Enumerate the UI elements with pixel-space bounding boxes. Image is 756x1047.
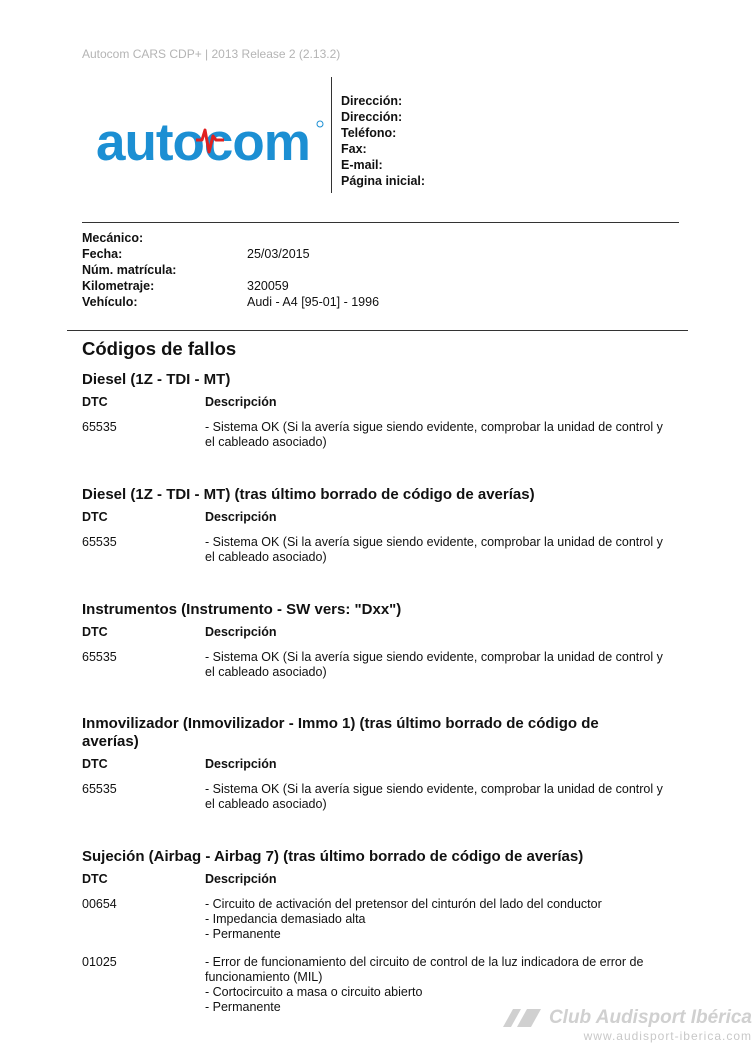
dtc-description: - Sistema OK (Si la avería sigue siendo evidente, comprobar la unidad de control y el cableado asociado) xyxy=(205,782,663,811)
section-title: Diesel (1Z - TDI - MT) (tras último borrado de código de averías) xyxy=(82,486,535,503)
contact-email: E-mail: xyxy=(341,158,383,172)
dtc-description: - Sistema OK (Si la avería sigue siendo evidente, comprobar la unidad de control y el cableado asociado) xyxy=(205,650,663,679)
fault-entry xyxy=(82,897,682,942)
contact-address-2: Dirección: xyxy=(341,110,403,124)
column-header: DTC Descripción xyxy=(82,757,277,771)
dtc-code: 65535 xyxy=(82,535,117,549)
column-header: DTC Descripción xyxy=(82,510,277,524)
fault-entry xyxy=(82,420,682,450)
fault-section-instruments xyxy=(82,601,682,680)
contact-homepage: Página inicial: xyxy=(341,174,426,188)
section-title: Sujeción (Airbag - Airbag 7) (tras último borrado de código de averías) xyxy=(82,848,584,865)
fault-entry xyxy=(82,955,682,1015)
fault-section-immobilizer xyxy=(82,715,663,812)
divider-top xyxy=(82,222,679,223)
fault-entry xyxy=(82,650,682,680)
logo-text: autocom xyxy=(96,113,310,170)
dtc-description: - Sistema OK (Si la avería sigue siendo evidente, comprobar la unidad de control y el cableado asociado) xyxy=(205,420,663,449)
fault-section-airbag xyxy=(82,848,682,1015)
header-divider xyxy=(331,77,332,193)
dtc-description: - Sistema OK (Si la avería sigue siendo evidente, comprobar la unidad de control y el cableado asociado) xyxy=(205,535,663,564)
fault-section-diesel-after-clear xyxy=(82,486,682,565)
dtc-code: 65535 xyxy=(82,650,117,664)
dtc-description: - Circuito de activación del pretensor del cinturón del lado del conductor - Impedancia demasiado alta - Permanente xyxy=(205,897,602,941)
watermark-name: Club Audisport Ibérica xyxy=(548,1007,752,1028)
contact-address-1: Dirección: xyxy=(341,94,403,108)
fault-entry xyxy=(82,535,682,565)
dtc-code: 00654 xyxy=(82,897,117,911)
column-header: DTC Descripción xyxy=(82,395,277,409)
dtc-description: - Error de funcionamiento del circuito de control de la luz indicadora de error de funcionamiento (MIL) - Cortocircuito a masa o circuito abierto - Permanente xyxy=(205,955,644,1014)
app-title: Autocom CARS CDP+ | 2013 Release 2 (2.13.2) xyxy=(82,47,341,61)
page-title: Códigos de fallos xyxy=(82,338,237,359)
autocom-logo xyxy=(96,110,326,170)
contact-block xyxy=(341,93,425,189)
dtc-code: 65535 xyxy=(82,782,117,796)
club-logo-icon xyxy=(499,1009,543,1027)
fault-entry xyxy=(82,782,663,812)
dtc-code: 01025 xyxy=(82,955,117,969)
column-header: DTC Descripción xyxy=(82,872,277,886)
contact-fax: Fax: xyxy=(341,142,367,156)
section-title: Instrumentos (Instrumento - SW vers: "Dxx") xyxy=(82,601,402,618)
contact-phone: Teléfono: xyxy=(341,126,397,140)
divider-bottom xyxy=(67,330,688,331)
dtc-code: 65535 xyxy=(82,420,117,434)
section-title: Diesel (1Z - TDI - MT) xyxy=(82,371,231,388)
watermark-url: www.audisport-iberica.com xyxy=(583,1029,752,1043)
watermark xyxy=(499,1007,752,1043)
fault-section-diesel xyxy=(82,371,682,450)
section-title: Inmovilizador (Inmovilizador - Immo 1) (tras último borrado de código de averías) xyxy=(82,715,599,750)
column-header: DTC Descripción xyxy=(82,625,277,639)
